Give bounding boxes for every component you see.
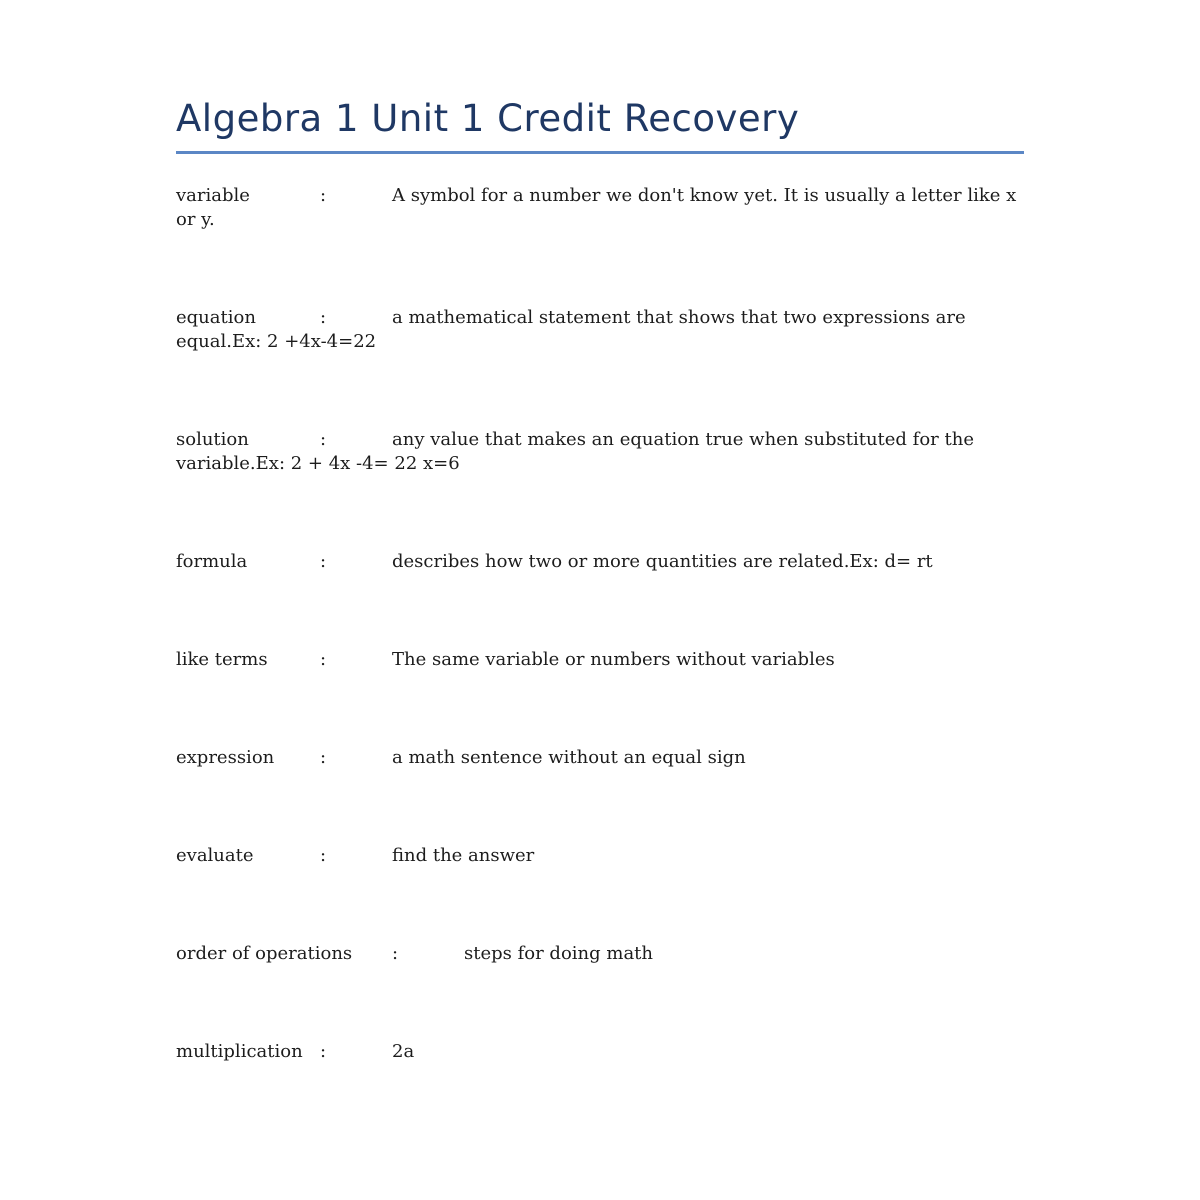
glossary-entry-multiplication bbox=[176, 1040, 1024, 1064]
term-label: multiplication bbox=[176, 1041, 303, 1063]
term-label: equation bbox=[176, 307, 256, 329]
term-separator: : bbox=[392, 943, 399, 965]
term-separator: : bbox=[320, 845, 327, 867]
glossary-entry-variable bbox=[176, 184, 1024, 232]
glossary-entry-equation bbox=[176, 306, 1024, 354]
term-separator: : bbox=[320, 1041, 327, 1063]
term-label: formula bbox=[176, 551, 248, 573]
term-definition: A symbol for a number we don't know yet. It is usually a letter like x or y. bbox=[176, 185, 1022, 231]
glossary-entry-like-terms bbox=[176, 648, 1024, 672]
term-label: expression bbox=[176, 747, 275, 769]
term-separator: : bbox=[320, 747, 327, 769]
term-definition: a mathematical statement that shows that two expressions are equal.Ex: 2 +4x-4=22 bbox=[176, 307, 972, 353]
glossary-entry-expression bbox=[176, 746, 1024, 770]
term-definition: a math sentence without an equal sign bbox=[392, 747, 746, 769]
term-definition: describes how two or more quantities are related.Ex: d= rt bbox=[392, 551, 933, 573]
term-label: like terms bbox=[176, 649, 268, 671]
term-separator: : bbox=[320, 307, 327, 329]
term-definition: 2a bbox=[392, 1041, 415, 1063]
term-definition: steps for doing math bbox=[464, 943, 654, 965]
term-label: evaluate bbox=[176, 845, 254, 867]
term-label: variable bbox=[176, 185, 250, 207]
page-title: Algebra 1 Unit 1 Credit Recovery bbox=[176, 97, 800, 140]
term-definition: any value that makes an equation true when substituted for the variable.Ex: 2 + 4x -4= 22 x=6 bbox=[176, 429, 980, 475]
glossary-entry-order-of-operations bbox=[176, 942, 1024, 966]
term-label: order of operations bbox=[176, 943, 353, 965]
glossary-entry-evaluate bbox=[176, 844, 1024, 868]
term-separator: : bbox=[320, 429, 327, 451]
term-separator: : bbox=[320, 551, 327, 573]
glossary-entry-solution bbox=[176, 428, 1024, 476]
title-rule bbox=[176, 151, 1024, 154]
term-definition: find the answer bbox=[392, 845, 535, 867]
term-definition: The same variable or numbers without variables bbox=[392, 649, 835, 671]
term-separator: : bbox=[320, 185, 327, 207]
term-label: solution bbox=[176, 429, 249, 451]
glossary-entry-formula bbox=[176, 550, 1024, 574]
term-separator: : bbox=[320, 649, 327, 671]
